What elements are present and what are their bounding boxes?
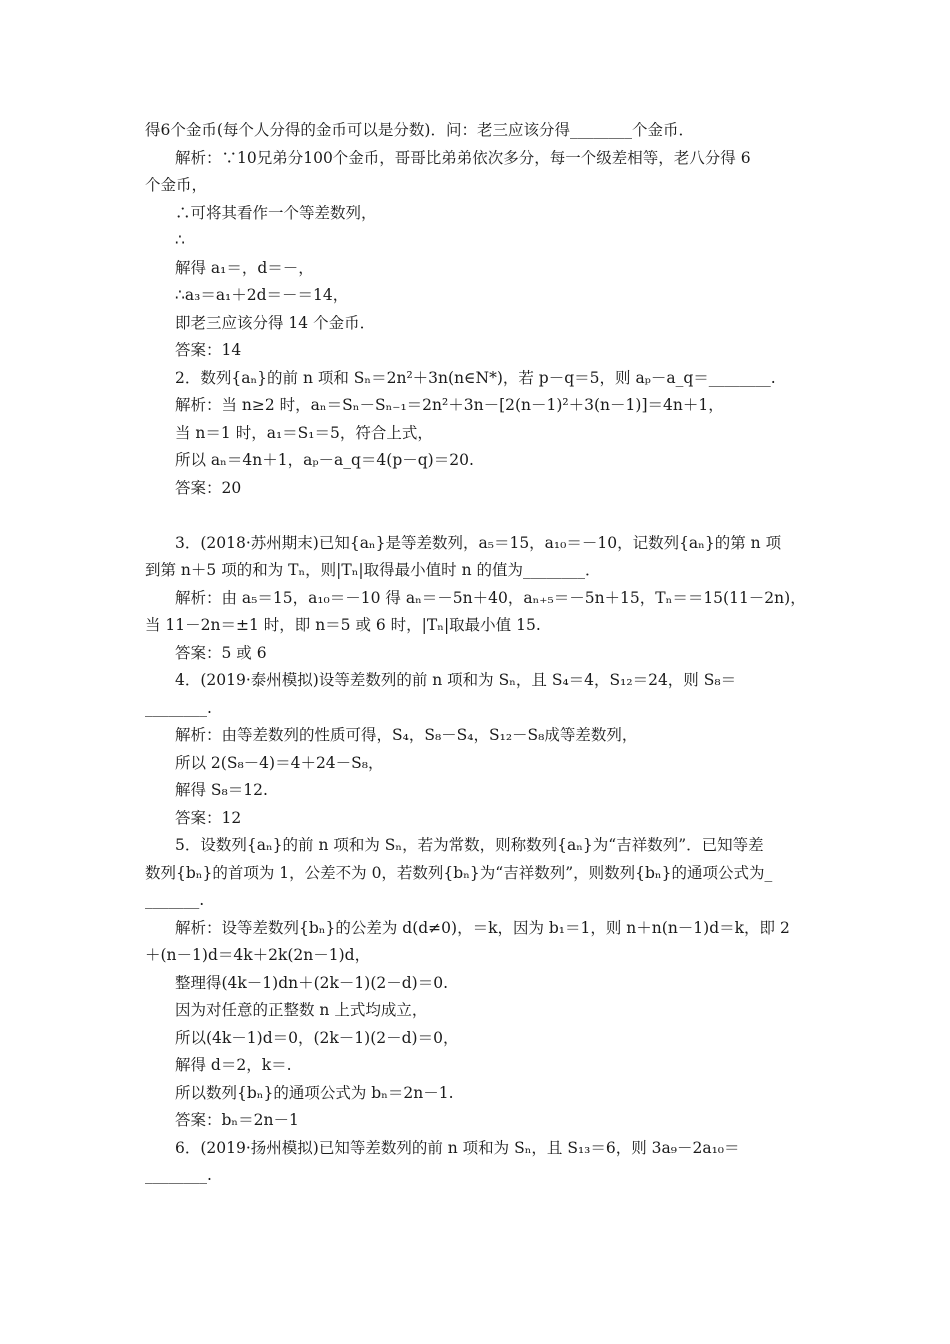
- blank-line: [145, 502, 813, 530]
- text-line: 整理得(4k－1)dn＋(2k－1)(2－d)＝0.: [175, 973, 448, 992]
- text-line: 所以 aₙ＝4n＋1，aₚ－a_q＝4(p－q)＝20.: [175, 451, 474, 469]
- text-line: 答案：bₙ＝2n－1: [175, 1111, 299, 1129]
- text-line: ________.: [145, 1166, 212, 1184]
- text-line: ∴可将其看作一个等差数列，: [175, 203, 377, 222]
- text-line: _______.: [145, 891, 205, 909]
- text-line: 当 n＝1 时，a₁＝S₁＝5，符合上式，: [175, 423, 433, 442]
- text-line: 2．数列{aₙ}的前 n 项和 Sₙ＝2n²＋3n(n∈N*)，若 p－q＝5，则 aₚ－a_q＝________.: [175, 368, 776, 387]
- text-line: 解得 d＝2，k＝.: [175, 1056, 292, 1074]
- text-line: 3．(2018·苏州期末)已知{aₙ}是等差数列，a₅＝15，a₁₀＝－10，记数列{aₙ}的第 n 项: [175, 533, 782, 552]
- text-line: 所以 2(S₈－4)＝4＋24－S₈，: [175, 753, 384, 772]
- text-line: ∴a₃＝a₁＋2d＝－＝14，: [175, 286, 349, 304]
- text-line: 到第 n＋5 项的和为 Tₙ，则|Tₙ|取得最小值时 n 的值为________．: [145, 561, 601, 579]
- text-line: 解得 S₈＝12.: [175, 781, 268, 799]
- text-line: 当 11－2n＝±1 时，即 n＝5 或 6 时，|Tₙ|取最小值 15.: [145, 616, 541, 634]
- text-line: 所以(4k－1)d＝0，(2k－1)(2－d)＝0，: [175, 1028, 459, 1047]
- text-line: 解析：∵10兄弟分100个金币，哥哥比弟弟依次多分，每一个级差相等，老八分得 6: [175, 148, 751, 167]
- text-line: 解得 a₁＝，d＝－，: [175, 258, 314, 277]
- text-line: ∴: [175, 231, 185, 249]
- text-line: ________.: [145, 698, 212, 717]
- text-line: 5．设数列{aₙ}的前 n 项和为 Sₙ，若为常数，则称数列{aₙ}为“吉祥数列”．已知等差: [175, 836, 764, 854]
- text-line: 数列{bₙ}的首项为 1，公差不为 0，若数列{bₙ}为“吉祥数列”，则数列{bₙ}的通项公式为_: [145, 863, 773, 882]
- text-line: 解析：当 n≥2 时，aₙ＝Sₙ－Sₙ₋₁＝2n²＋3n－[2(n－1)²＋3(n－1)]＝4n＋1，: [175, 396, 724, 414]
- text-line: 所以数列{bₙ}的通项公式为 bₙ＝2n－1.: [175, 1083, 454, 1102]
- text-line: 解析：设等差数列{bₙ}的公差为 d(d≠0)，＝k，因为 b₁＝1，则 n＋n(n－1)d＝k，即 2: [175, 918, 790, 937]
- text-line: 答案：5 或 6: [175, 643, 267, 662]
- text-line: 得6个金币(每个人分得的金币可以是分数)．问：老三应该分得________个金币．: [145, 121, 694, 139]
- text-line: 答案：12: [175, 808, 242, 827]
- text-line: 解析：由等差数列的性质可得，S₄，S₈－S₄，S₁₂－S₈成等差数列，: [175, 726, 638, 744]
- text-line: 6．(2019·扬州模拟)已知等差数列的前 n 项和为 Sₙ，且 S₁₃＝6，则 3a₉－2a₁₀＝: [175, 1138, 740, 1157]
- text-line: 答案：20: [175, 478, 242, 497]
- text-line: 4．(2019·泰州模拟)设等差数列的前 n 项和为 Sₙ，且 S₄＝4，S₁₂＝24，则 S₈＝: [175, 671, 737, 689]
- text-line: 因为对任意的正整数 n 上式均成立，: [175, 1001, 428, 1019]
- text-line: 个金币，: [145, 176, 208, 194]
- text-line: ＋(n－1)d＝4k＋2k(2n－1)d，: [145, 946, 371, 964]
- document-body: [145, 117, 813, 1190]
- text-line: 解析：由 a₅＝15，a₁₀＝－10 得 aₙ＝－5n＋40，aₙ₊₅＝－5n＋15，Tₙ＝＝15(11－2n)，: [175, 588, 806, 607]
- text-line: 即老三应该分得 14 个金币．: [175, 313, 376, 332]
- text-line: 答案：14: [175, 341, 242, 359]
